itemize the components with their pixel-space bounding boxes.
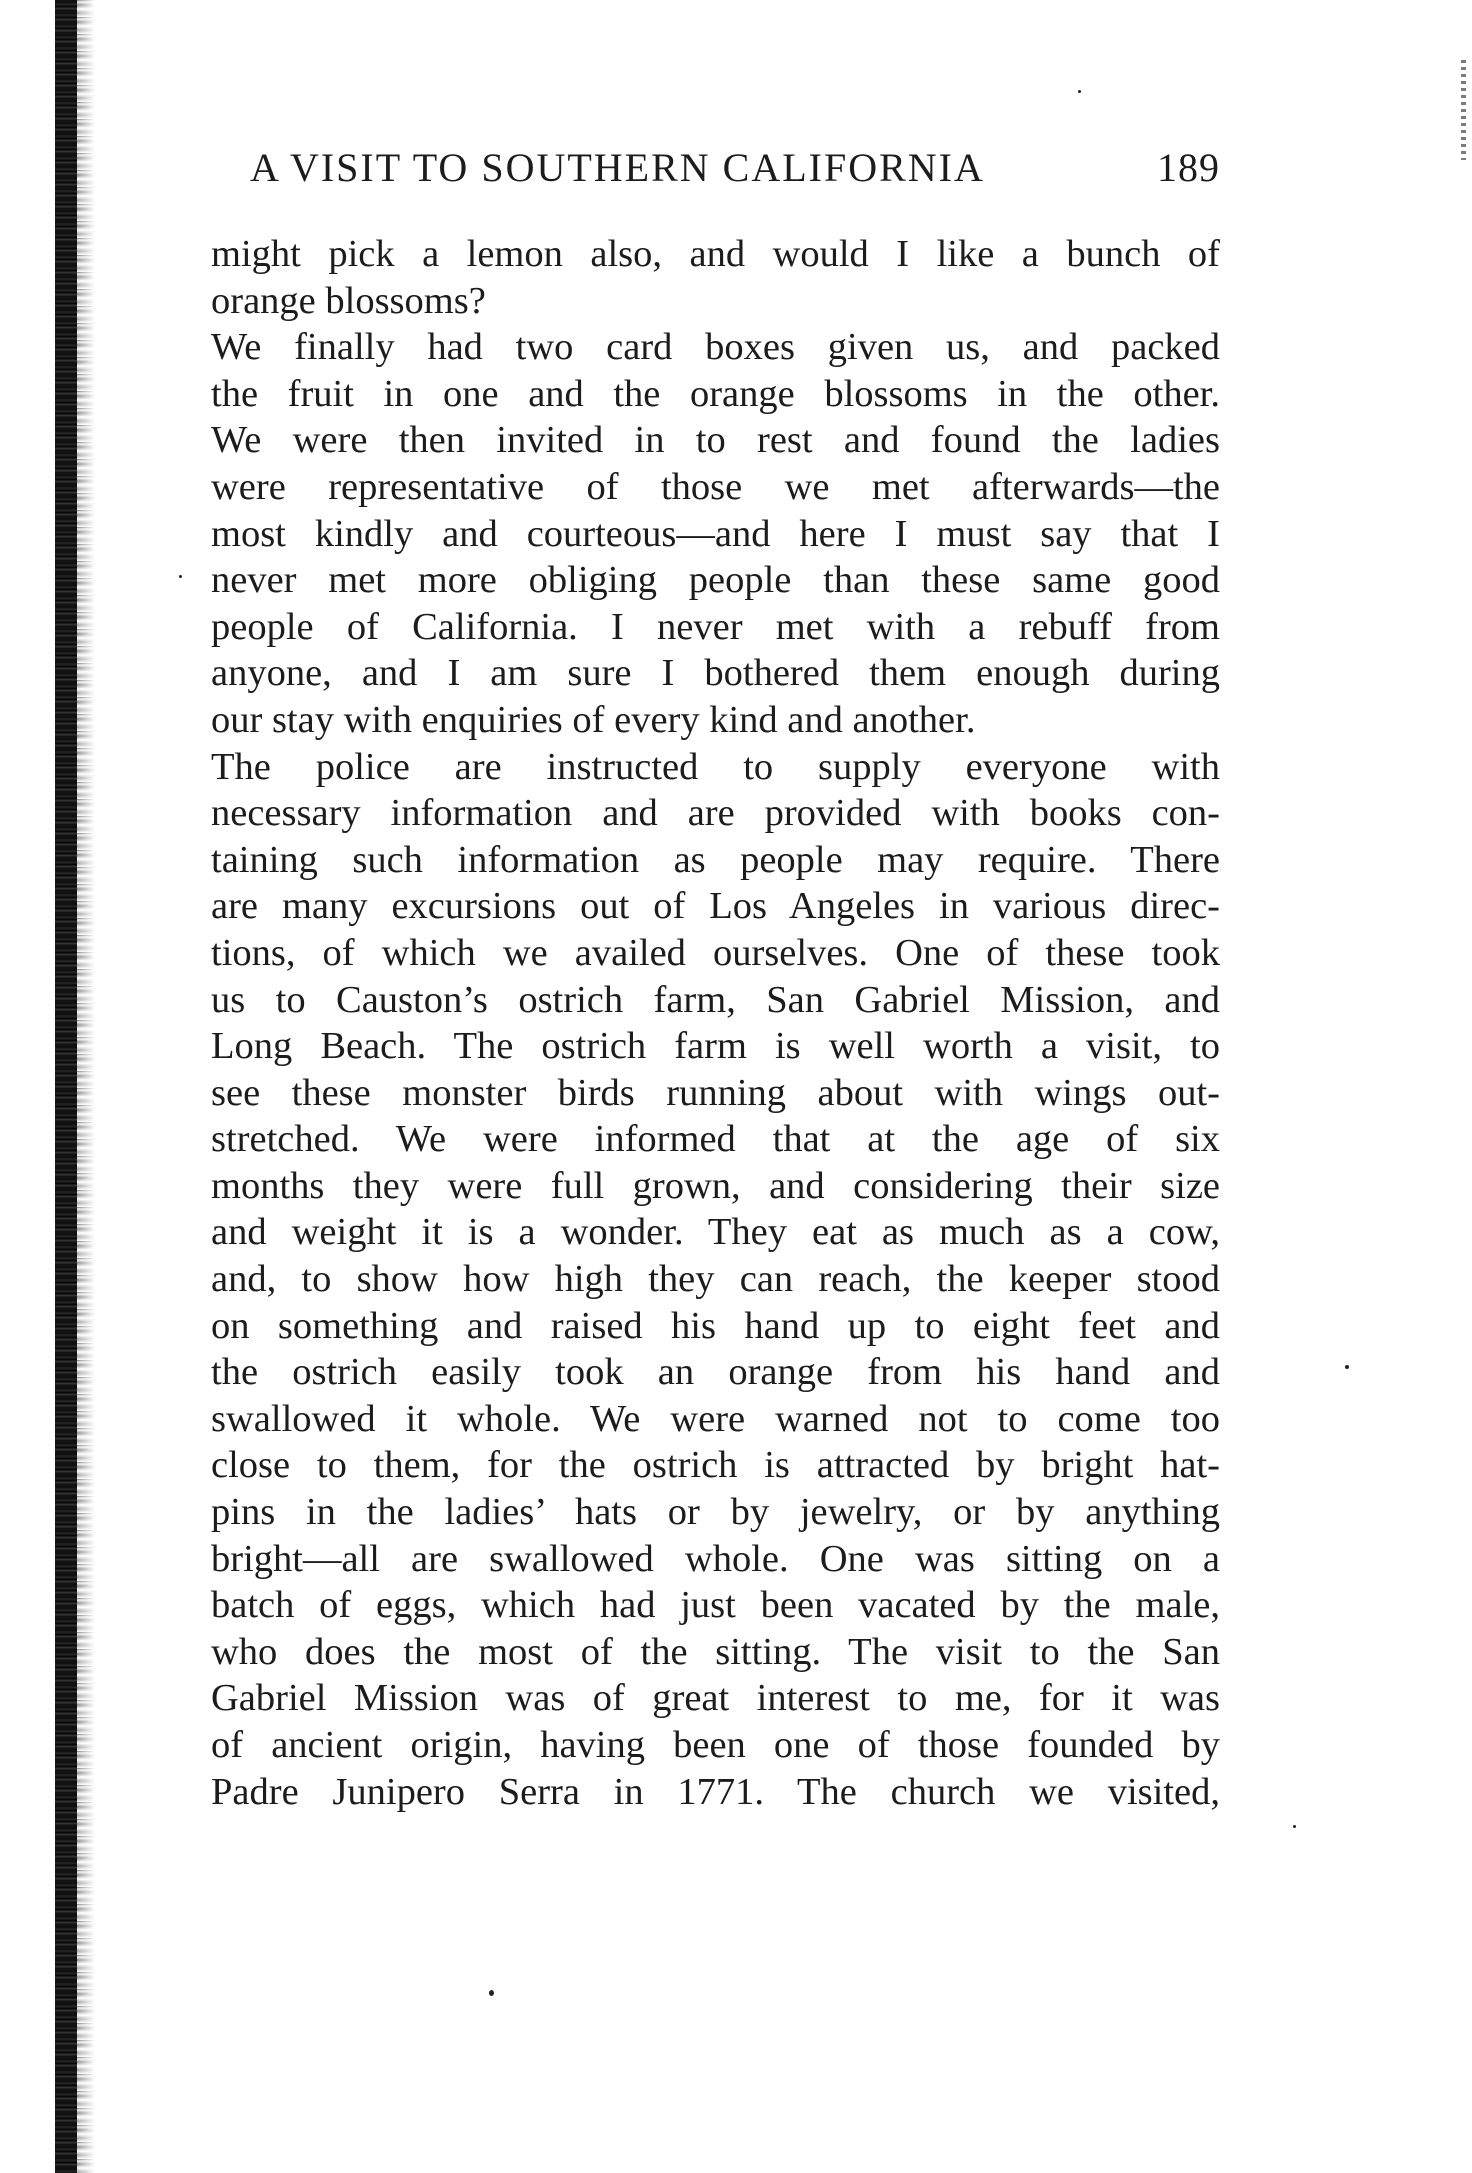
page-number: 189 bbox=[1157, 145, 1220, 190]
running-title: A VISIT TO SOUTHERN CALIFORNIA bbox=[250, 145, 985, 190]
text-line: us to Causton’s ostrich farm, San Gabriel Mission, and bbox=[211, 978, 1220, 1021]
text-line: necessary information and are provided with books con- bbox=[211, 792, 1220, 835]
text-line: taining such information as people may require. There bbox=[211, 838, 1220, 881]
text-line: close to them, for the ostrich is attracted by bright hat- bbox=[211, 1444, 1220, 1487]
text-line: and, to show how high they can reach, the keeper stood bbox=[211, 1258, 1220, 1301]
text-line: swallowed it whole. We were warned not to come too bbox=[211, 1397, 1220, 1440]
text-line: bright—all are swallowed whole. One was sitting on a bbox=[211, 1537, 1220, 1580]
text-line: Gabriel Mission was of great interest to me, for it was bbox=[211, 1677, 1220, 1720]
text-line: Long Beach. The ostrich farm is well worth a visit, to bbox=[211, 1025, 1220, 1068]
text-line: who does the most of the sitting. The visit to the San bbox=[211, 1630, 1220, 1673]
text-line: We were then invited in to rest and found the ladies bbox=[211, 419, 1220, 462]
text-line: months they were full grown, and considering their size bbox=[211, 1164, 1220, 1207]
text-line: batch of eggs, which had just been vacated by the male, bbox=[211, 1584, 1220, 1627]
text-line: and weight it is a wonder. They eat as much as a cow, bbox=[211, 1211, 1220, 1254]
book-spine-shadow bbox=[55, 0, 77, 2173]
scan-speck bbox=[179, 575, 182, 578]
text-line: most kindly and courteous—and here I must say that I bbox=[211, 512, 1220, 555]
text-line: the fruit in one and the orange blossoms in the other. bbox=[211, 372, 1220, 415]
text-line: the ostrich easily took an orange from his hand and bbox=[211, 1351, 1220, 1394]
text-line: see these monster birds running about with wings out- bbox=[211, 1071, 1220, 1114]
text-line: on something and raised his hand up to eight feet and bbox=[211, 1304, 1220, 1347]
text-line: our stay with enquiries of every kind and another. bbox=[211, 698, 976, 741]
running-header bbox=[250, 144, 1220, 191]
text-line: We finally had two card boxes given us, and packed bbox=[211, 326, 1220, 369]
text-line: tions, of which we availed ourselves. One of these took bbox=[211, 931, 1220, 974]
text-line: The police are instructed to supply everyone with bbox=[211, 745, 1220, 788]
text-line: stretched. We were informed that at the age of six bbox=[211, 1118, 1220, 1161]
scan-speck bbox=[1345, 1365, 1349, 1369]
text-line: of ancient origin, having been one of those founded by bbox=[211, 1724, 1220, 1766]
text-line: orange blossoms? bbox=[211, 279, 486, 322]
text-line: anyone, and I am sure I bothered them enough during bbox=[211, 652, 1220, 695]
text-line: never met more obliging people than these same good bbox=[211, 559, 1220, 602]
scan-speck bbox=[1078, 90, 1081, 93]
text-line: were representative of those we met afterwards—the bbox=[211, 465, 1220, 508]
text-line: pins in the ladies’ hats or by jewelry, or by anything bbox=[211, 1491, 1220, 1534]
text-line: might pick a lemon also, and would I like a bunch of bbox=[211, 233, 1220, 275]
text-line: people of California. I never met with a rebuff from bbox=[211, 605, 1220, 648]
spine-edge-texture bbox=[77, 0, 95, 2173]
text-line: are many excursions out of Los Angeles in various direc- bbox=[211, 885, 1220, 928]
body-text bbox=[211, 231, 1220, 1815]
scan-edge-mark bbox=[1461, 60, 1466, 160]
scan-speck bbox=[1293, 1825, 1296, 1828]
scan-speck bbox=[489, 1990, 494, 1996]
text-line: Padre Junipero Serra in 1771. The church we visited, bbox=[211, 1770, 1220, 1813]
